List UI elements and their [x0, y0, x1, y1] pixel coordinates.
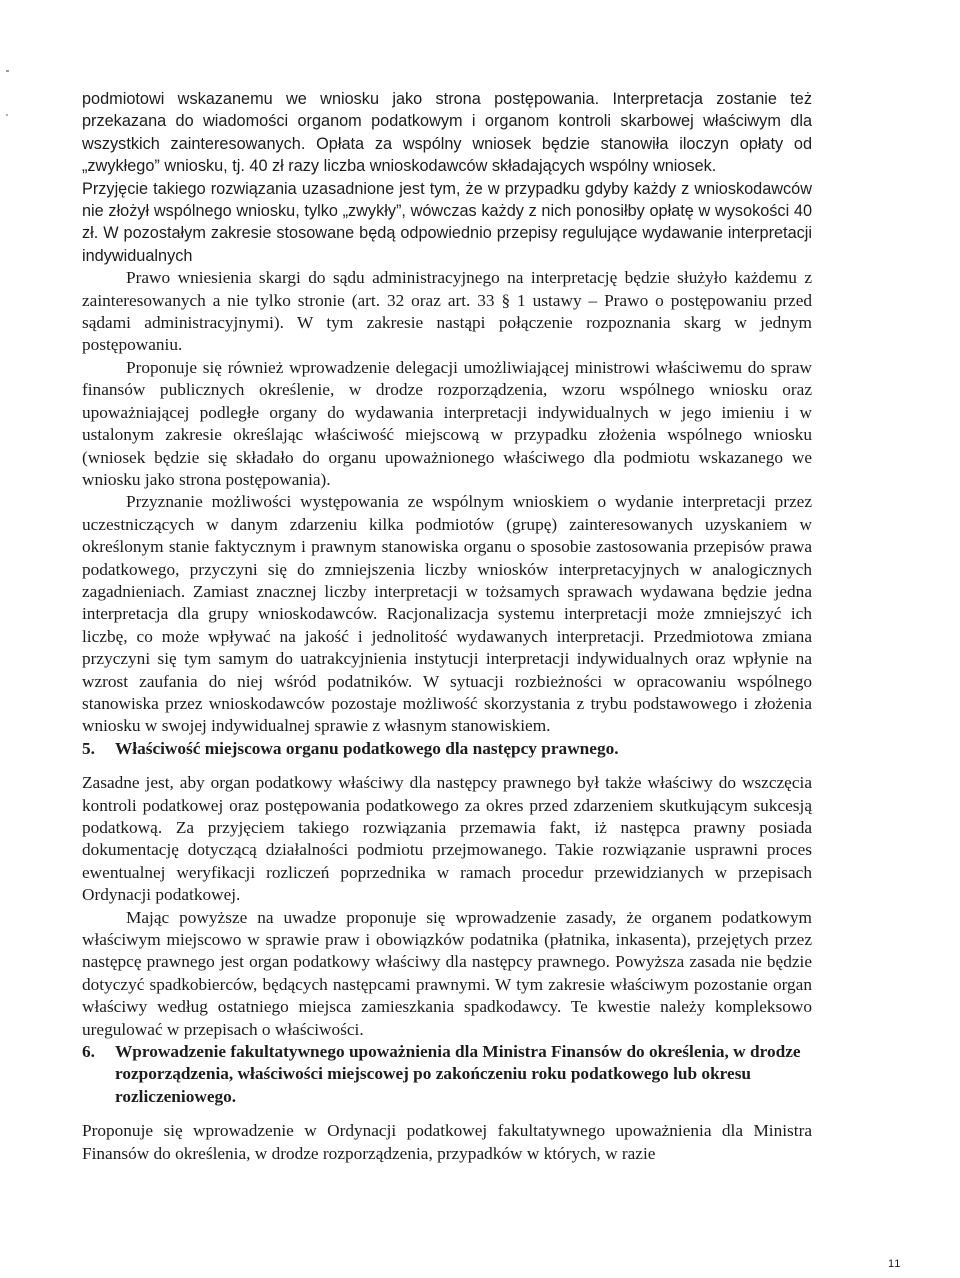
section-number: 6. [82, 1042, 95, 1062]
paragraph-delegation: Proponuje się również wprowadzenie delegacji umożliwiającej ministrowi właściwemu do spraw finansów publicznych określenie, w drodze rozporządzenia, wzoru wspólnego wniosku oraz upoważniającej podległe organy do wydawania interpretacji indywidualnych w jego imieniu i w ustalonym zakresie określając właściwość miejscową w przypadku złożenia wspólnego wniosku (wniosek będzie się składało do organu upoważnionego właściwego dla podmiotu wskazanego we wniosku jako strona postępowania). [82, 357, 812, 489]
paragraph-joint-application-fee: podmiotowi wskazanemu we wniosku jako strona postępowania. Interpretacja zostanie też przekazana do wiadomości organom podatkowym i organom kontroli skarbowej właściwym dla wszystkich zainteresowanych. Opłata za wspólny wniosek będzie stanowiła iloczyn opłaty od „zwykłego” wniosku, tj. 40 zł razy liczba wnioskodawców składających wspólny wniosek. [82, 90, 812, 176]
scan-artifact [6, 70, 9, 72]
scan-artifact [6, 114, 8, 116]
page-number: 11 [888, 1258, 902, 1270]
paragraph-right-to-complain: Prawo wniesienia skargi do sądu administracyjnego na interpretację będzie służyło każdemu z zainteresowanych a nie tylko stronie (art. 32 oraz art. 33 § 1 ustawy – Prawo o postępowaniu przed sądami administracyjnymi). W tym zakresie nastąpi połączenie rozpoznania skarg w jednym postępowaniu. [82, 268, 812, 355]
document-page [82, 88, 812, 1165]
section-title: Wprowadzenie fakultatywnego upoważnienia dla Ministra Finansów do określenia, w drodze rozporządzenia, właściwości miejscowej po zakończeniu roku podatkowego lub okresu rozliczeniowego. [115, 1042, 801, 1106]
section-heading-6 [82, 1041, 812, 1108]
paragraph-successor-authority: Zasadne jest, aby organ podatkowy właściwy dla następcy prawnego był także właściwy do wszczęcia kontroli podatkowej oraz postępowania podatkowego za okres przed zdarzeniem skutkującym sukcesją podatkową. Za przyjęciem takiego rozwiązania przemawia fakt, iż następca prawny posiada dokumentację dotyczącą działalności podmiotu przejmowanego. Takie rozwiązanie usprawni proces ewentualnej weryfikacji rozliczeń poprzednika w ramach procedur przewidzianych w przepisach Ordynacji podatkowej. [82, 773, 812, 905]
section-heading-5 [82, 738, 812, 760]
section-title: Właściwość miejscowa organu podatkowego dla następcy prawnego. [115, 738, 619, 758]
paragraph-joint-application-benefits: Przyznanie możliwości występowania ze wspólnym wnioskiem o wydanie interpretacji przez uczestniczących w danym zdarzeniu kilka podmiotów (grupę) zainteresowanych uzyskaniem w określonym stanie faktycznym i prawnym stanowiska organu o sposobie zastosowania przepisów prawa podatkowego, przyczyni się do zmniejszenia liczby wniosków interpretacyjnych w analogicznych zagadnieniach. Zamiast znacznej liczby interpretacji w tożsamych sprawach wydawana będzie jedna interpretacja dla grupy wnioskodawców. Racjonalizacja systemu interpretacji może zmniejszyć ich liczbę, co może wpływać na jakość i jednolitość wydawanych interpretacji. Przedmiotowa zmiana przyczyni się tym samym do uatrakcyjnienia instytucji interpretacji indywidualnych oraz wpłynie na wzrost zaufania do niej wśród podatników. W sytuacji rozbieżności w opracowaniu wspólnego stanowiska przez wnioskodawców pozostaje możliwość skorzystania z trybu podstawowego i złożenia wniosku w swojej indywidualnej sprawie z własnym stanowiskiem. [82, 492, 812, 736]
paragraph-justification: Przyjęcie takiego rozwiązania uzasadnione jest tym, że w przypadku gdyby każdy z wnioskodawców nie złożył wspólnego wniosku, tylko „zwykły”, wówczas każdy z nich ponosiłby opłatę w wysokości 40 zł. W pozostałym zakresie stosowane będą odpowiednio przepisy regulujące wydawanie interpretacji indywidualnych [82, 179, 812, 265]
section-number: 5. [82, 738, 95, 758]
paragraph-proposed-rule: Mając powyższe na uwadze proponuje się wprowadzenie zasady, że organem podatkowym właściwym miejscowo w sprawie praw i obowiązków podatnika (płatnika, inkasenta), przejętych przez następcę prawnego jest organ podatkowy właściwy dla następcy prawnego. Powyższa zasada nie będzie dotyczyć spadkobierców, będących następcami prawnymi. W tym zakresie właściwym pozostanie organ właściwy według ostatniego miejsca zamieszkania spadkodawcy. Te kwestie należy kompleksowo uregulować w przepisach o właściwości. [82, 907, 812, 1039]
paragraph-optional-authorization: Proponuje się wprowadzenie w Ordynacji podatkowej fakultatywnego upoważnienia dla Ministra Finansów do określenia, w drodze rozporządzenia, przypadków w których, w razie [82, 1121, 812, 1163]
